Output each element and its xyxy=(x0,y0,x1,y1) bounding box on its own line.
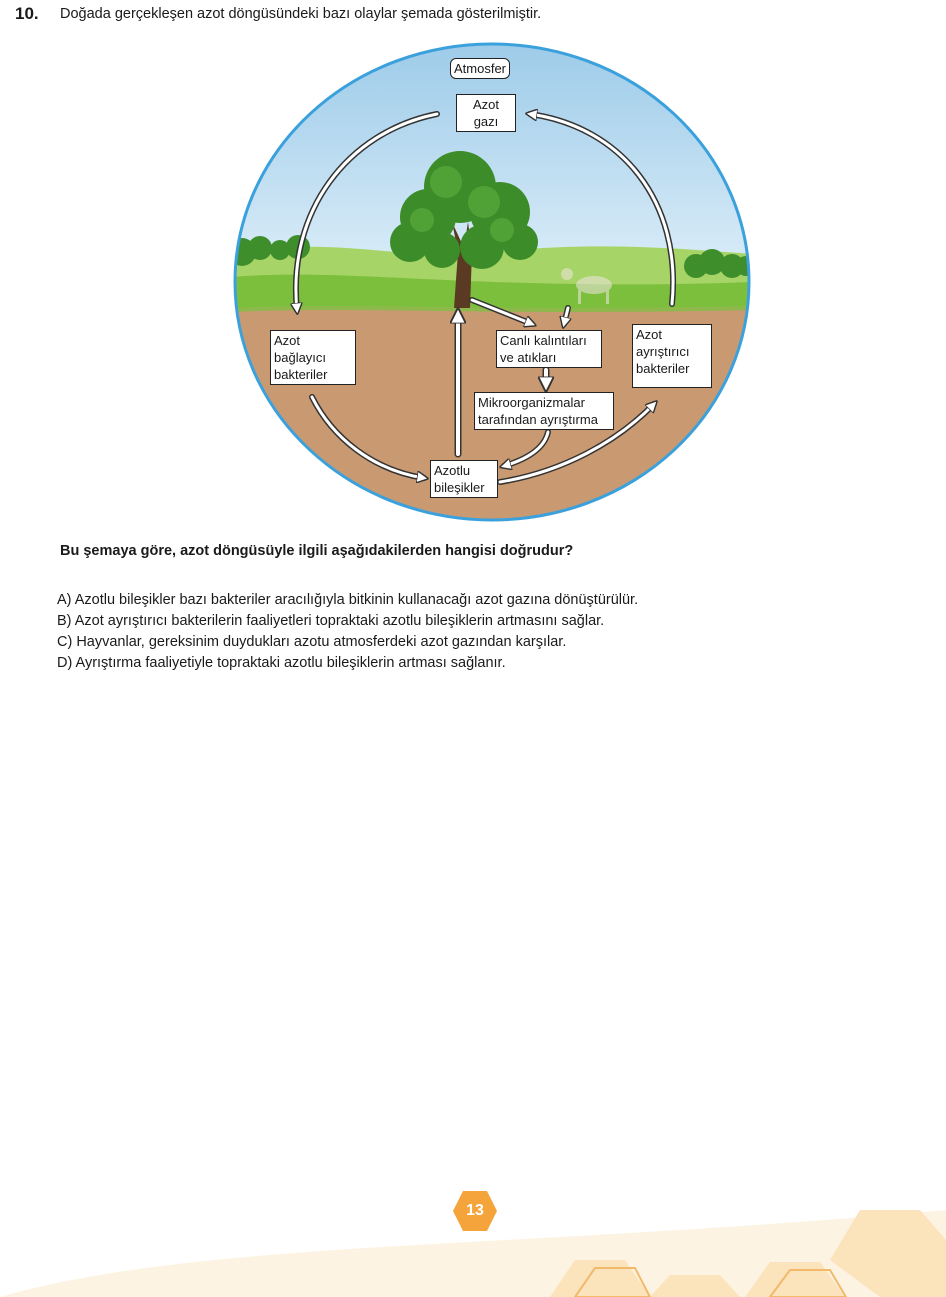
atmosphere-label xyxy=(450,58,510,79)
decomposer-bacteria-label xyxy=(632,324,712,388)
option-a[interactable]: A) Azotlu bileşikler bazı bakteriler aracılığıyla bitkinin kullanacağı azot gazına dönüştürülür. xyxy=(57,592,639,608)
atmosphere-text: Atmosfer xyxy=(454,61,507,76)
decomposer-bacteria-line-1: Azot xyxy=(636,327,663,342)
option-d[interactable]: D) Ayrıştırma faaliyetiyle topraktaki azotlu bileşiklerin artması sağlanır. xyxy=(57,655,506,671)
microorganisms-line-1: Mikroorganizmalar xyxy=(478,395,585,410)
microorganisms-line-2: tarafından ayrıştırma xyxy=(478,412,598,427)
nitrogen-cycle-diagram xyxy=(232,42,752,528)
nitrogen-gas-line-2: gazı xyxy=(473,114,499,129)
answer-options xyxy=(57,590,638,674)
remains-line-1: Canlı kalıntıları xyxy=(500,333,587,348)
question-stem: Doğada gerçekleşen azot döngüsündeki bazı olaylar şemada gösterilmiştir. xyxy=(60,6,542,22)
compounds-line-2: bileşikler xyxy=(434,480,485,495)
remains-line-2: ve atıkları xyxy=(500,350,557,365)
decomposer-bacteria-line-2: ayrıştırıcı xyxy=(636,344,690,359)
option-c[interactable]: C) Hayvanlar, gereksinim duydukları azotu atmosferdeki azot gazından karşılar. xyxy=(57,634,567,650)
decomposer-bacteria-line-3: bakteriler xyxy=(636,361,690,376)
question-number: 10. xyxy=(15,4,39,23)
fixing-bacteria-line-1: Azot xyxy=(274,333,301,348)
nitrogen-gas-line-1: Azot xyxy=(472,97,499,112)
remains-label xyxy=(496,330,602,368)
fixing-bacteria-line-2: bağlayıcı xyxy=(274,350,327,365)
compounds-line-1: Azotlu xyxy=(434,463,471,478)
nitrogen-gas-label xyxy=(456,94,516,132)
microorganisms-label xyxy=(474,392,614,430)
arrow-animal-to-remains xyxy=(564,308,568,324)
compounds-label xyxy=(430,460,498,498)
question-prompt: Bu şemaya göre, azot döngüsüyle ilgili aşağıdakilerden hangisi doğrudur? xyxy=(60,543,574,559)
fixing-bacteria-line-3: bakteriler xyxy=(274,367,328,382)
page-number: 13 xyxy=(466,1202,484,1219)
fixing-bacteria-label xyxy=(270,330,356,385)
option-b[interactable]: B) Azot ayrıştırıcı bakterilerin faaliyetleri topraktaki azotlu bileşiklerin artmasını sağlar. xyxy=(57,613,605,629)
